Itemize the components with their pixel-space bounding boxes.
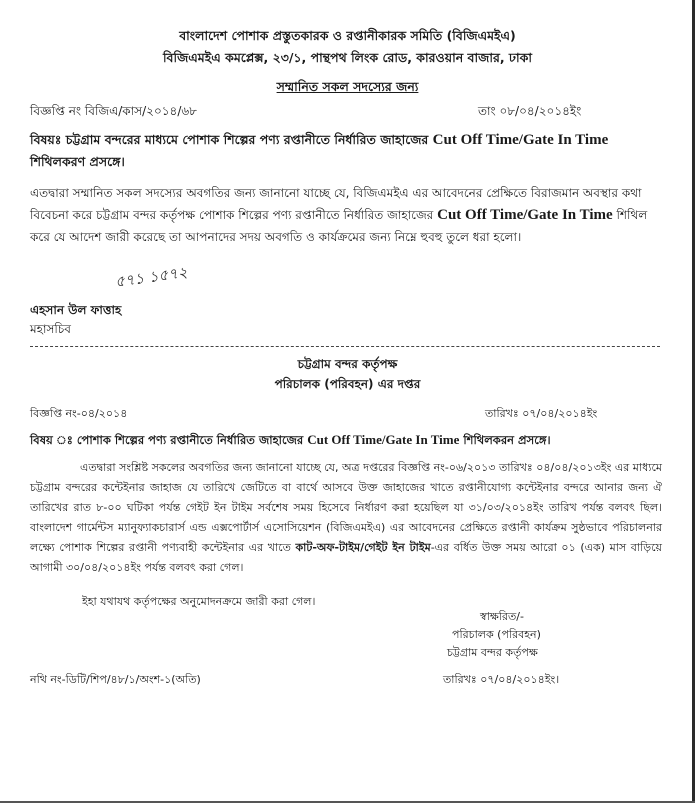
body-text-1: এতদ্বারা সম্মানিত সকল সদস্যের অবগতির জন্য জানানো যাচ্ছে যে, বিজিএমইএ এর আবেদনের প্রেক্ষিতে বিরাজমান অবস্থার কথা বিবেচনা করে চট্টগ্রাম বন্দর কর্তৃপক্ষ পোশাক শিল্পের পণ্য রপ্তানীতে নির্ধারিত জাহাজের (30, 186, 642, 222)
port-office: পরিচালক (পরিবহন) এর দপ্তর (274, 377, 421, 391)
notice-date: তাং ০৮/০৪/২০১৪ইং (478, 104, 582, 118)
port-subject-prefix: বিষয় ঃ পোশাক শিল্পের পণ্য রপ্তানীতে নির্ধারিত জাহাজের (30, 433, 304, 447)
port-body-text-1: এতদ্বারা সংশ্লিষ্ট সকলের অবগতির জন্য জানানো যাচ্ছে যে, অত্র দপ্তরের বিজ্ঞপ্তি নং-০৬/২০১৩ তারিখঃ ০৪/০৪/২০১৩ইং এর মাধ্যমে চট্টগ্রাম বন্দরের কন্টেইনার জাহাজ যে তারিখে জেটিতে বা বার্থে আসবে উক্ত জাহাজের খাতে রপ্তানীযোগ্য কন্টেইনার বন্দরে আনার জন্য ঐ তারিখের রাত ৮-০০ ঘটিকা পর্যন্ত গেইট ইন টাইম সর্বশেষ সময় হিসেবে নির্ধারণ করা হয়েছিল যা ৩১/০৩/২০১৪ইং তারিখ পর্যন্ত বলবৎ ছিল। বাংলাদেশ গার্মেন্টস ম্যানুফ্যাকচারার্স এন্ড এক্সপোর্টার্স এসোসিয়েশন (বিজিএমইএ) এর আবেদনের প্রেক্ষিতে রপ্তানী কার্যক্রম সুষ্ঠভাবে পরিচালনার লক্ষ্যে পোশাক শিল্পের রপ্তানী পণ্যবাহী কন্টেইনার এর খাতে (30, 461, 662, 554)
port-notice-body (30, 458, 662, 578)
port-body-bold: কাট-অফ-টাইম/গেইট ইন টাইম (295, 541, 431, 554)
port-notice-subject (30, 432, 551, 451)
body-latin: Cut Off Time/Gate In Time (437, 207, 613, 223)
file-number: নথি নং-ডিটি/শিপ/৪৮/১/অংশ-১(অতি) (30, 673, 201, 686)
subject-suffix: শিথিলকরণ প্রসঙ্গে। (30, 154, 125, 169)
audience-line: সম্মানিত সকল সদস্যের জন্য (276, 79, 419, 94)
org-name: বাংলাদেশ পোশাক প্রস্তুতকারক ও রপ্তানীকারক সমিতি (বিজিএমইএ) (179, 28, 516, 43)
port-signer-org: চট্টগ্রাম বন্দর কর্তৃপক্ষ (447, 646, 538, 659)
port-notice-ref: বিজ্ঞপ্তি নং-০৪/২০১৪ (30, 407, 128, 420)
port-notice-date: তারিখঃ ০৭/০৪/২০১৪ইং (485, 407, 598, 420)
handwritten-note: ৫৭১ ১৫৭২ (113, 263, 189, 292)
notice-ref: বিজ্ঞপ্তি নং বিজিএ/কাস/২০১৪/৬৮ (30, 104, 197, 118)
section-divider (30, 346, 660, 347)
org-address: বিজিএমইএ কমপ্লেক্স, ২৩/১, পান্থপথ লিংক রোড, কারওয়ান বাজার, ঢাকা (162, 50, 532, 65)
port-subject-suffix: শিথিলকরন প্রসঙ্গে। (463, 433, 551, 447)
file-date: তারিখঃ ০৭/০৪/২০১৪ইং। (443, 673, 560, 686)
port-approval-line: ইহা যথাযথ কর্তৃপক্ষের অনুমোদনক্রমে জারী করা গেল। (82, 595, 316, 608)
notice-body (30, 182, 662, 248)
port-signer-title: পরিচালক (পরিবহন) (452, 628, 541, 641)
subject-latin: Cut Off Time/Gate In Time (432, 132, 609, 148)
port-subject-latin: Cut Off Time/Gate In Time (307, 432, 460, 447)
body-text-2: শিথিল করে যে আদেশ জারী করেছে তা আপনাদের সদয় অবগতি ও কার্যক্রমের জন্য নিম্নে হুবহু তুলে ধরা হলো। (30, 208, 648, 244)
port-body-text-2: -এর বর্ধিত উক্ত সময় আরো ০১ (এক) মাস বাড়িয়ে আগামী ৩০/০৪/২০১৪ইং পর্যন্ত বলবৎ করা গেল। (30, 541, 662, 574)
signer-name: এহসান উল ফাত্তাহ (30, 303, 122, 317)
notice-subject (30, 129, 660, 173)
signer-title: মহাসচিব (30, 322, 71, 336)
subject-prefix: বিষয়ঃ চট্টগ্রাম বন্দরের মাধ্যমে পোশাক শিল্পের পণ্য রপ্তানীতে নির্ধারিত জাহাজের (30, 132, 429, 147)
port-org: চট্টগ্রাম বন্দর কর্তৃপক্ষ (297, 357, 398, 371)
signed-label: স্বাক্ষরিত/- (480, 610, 524, 623)
